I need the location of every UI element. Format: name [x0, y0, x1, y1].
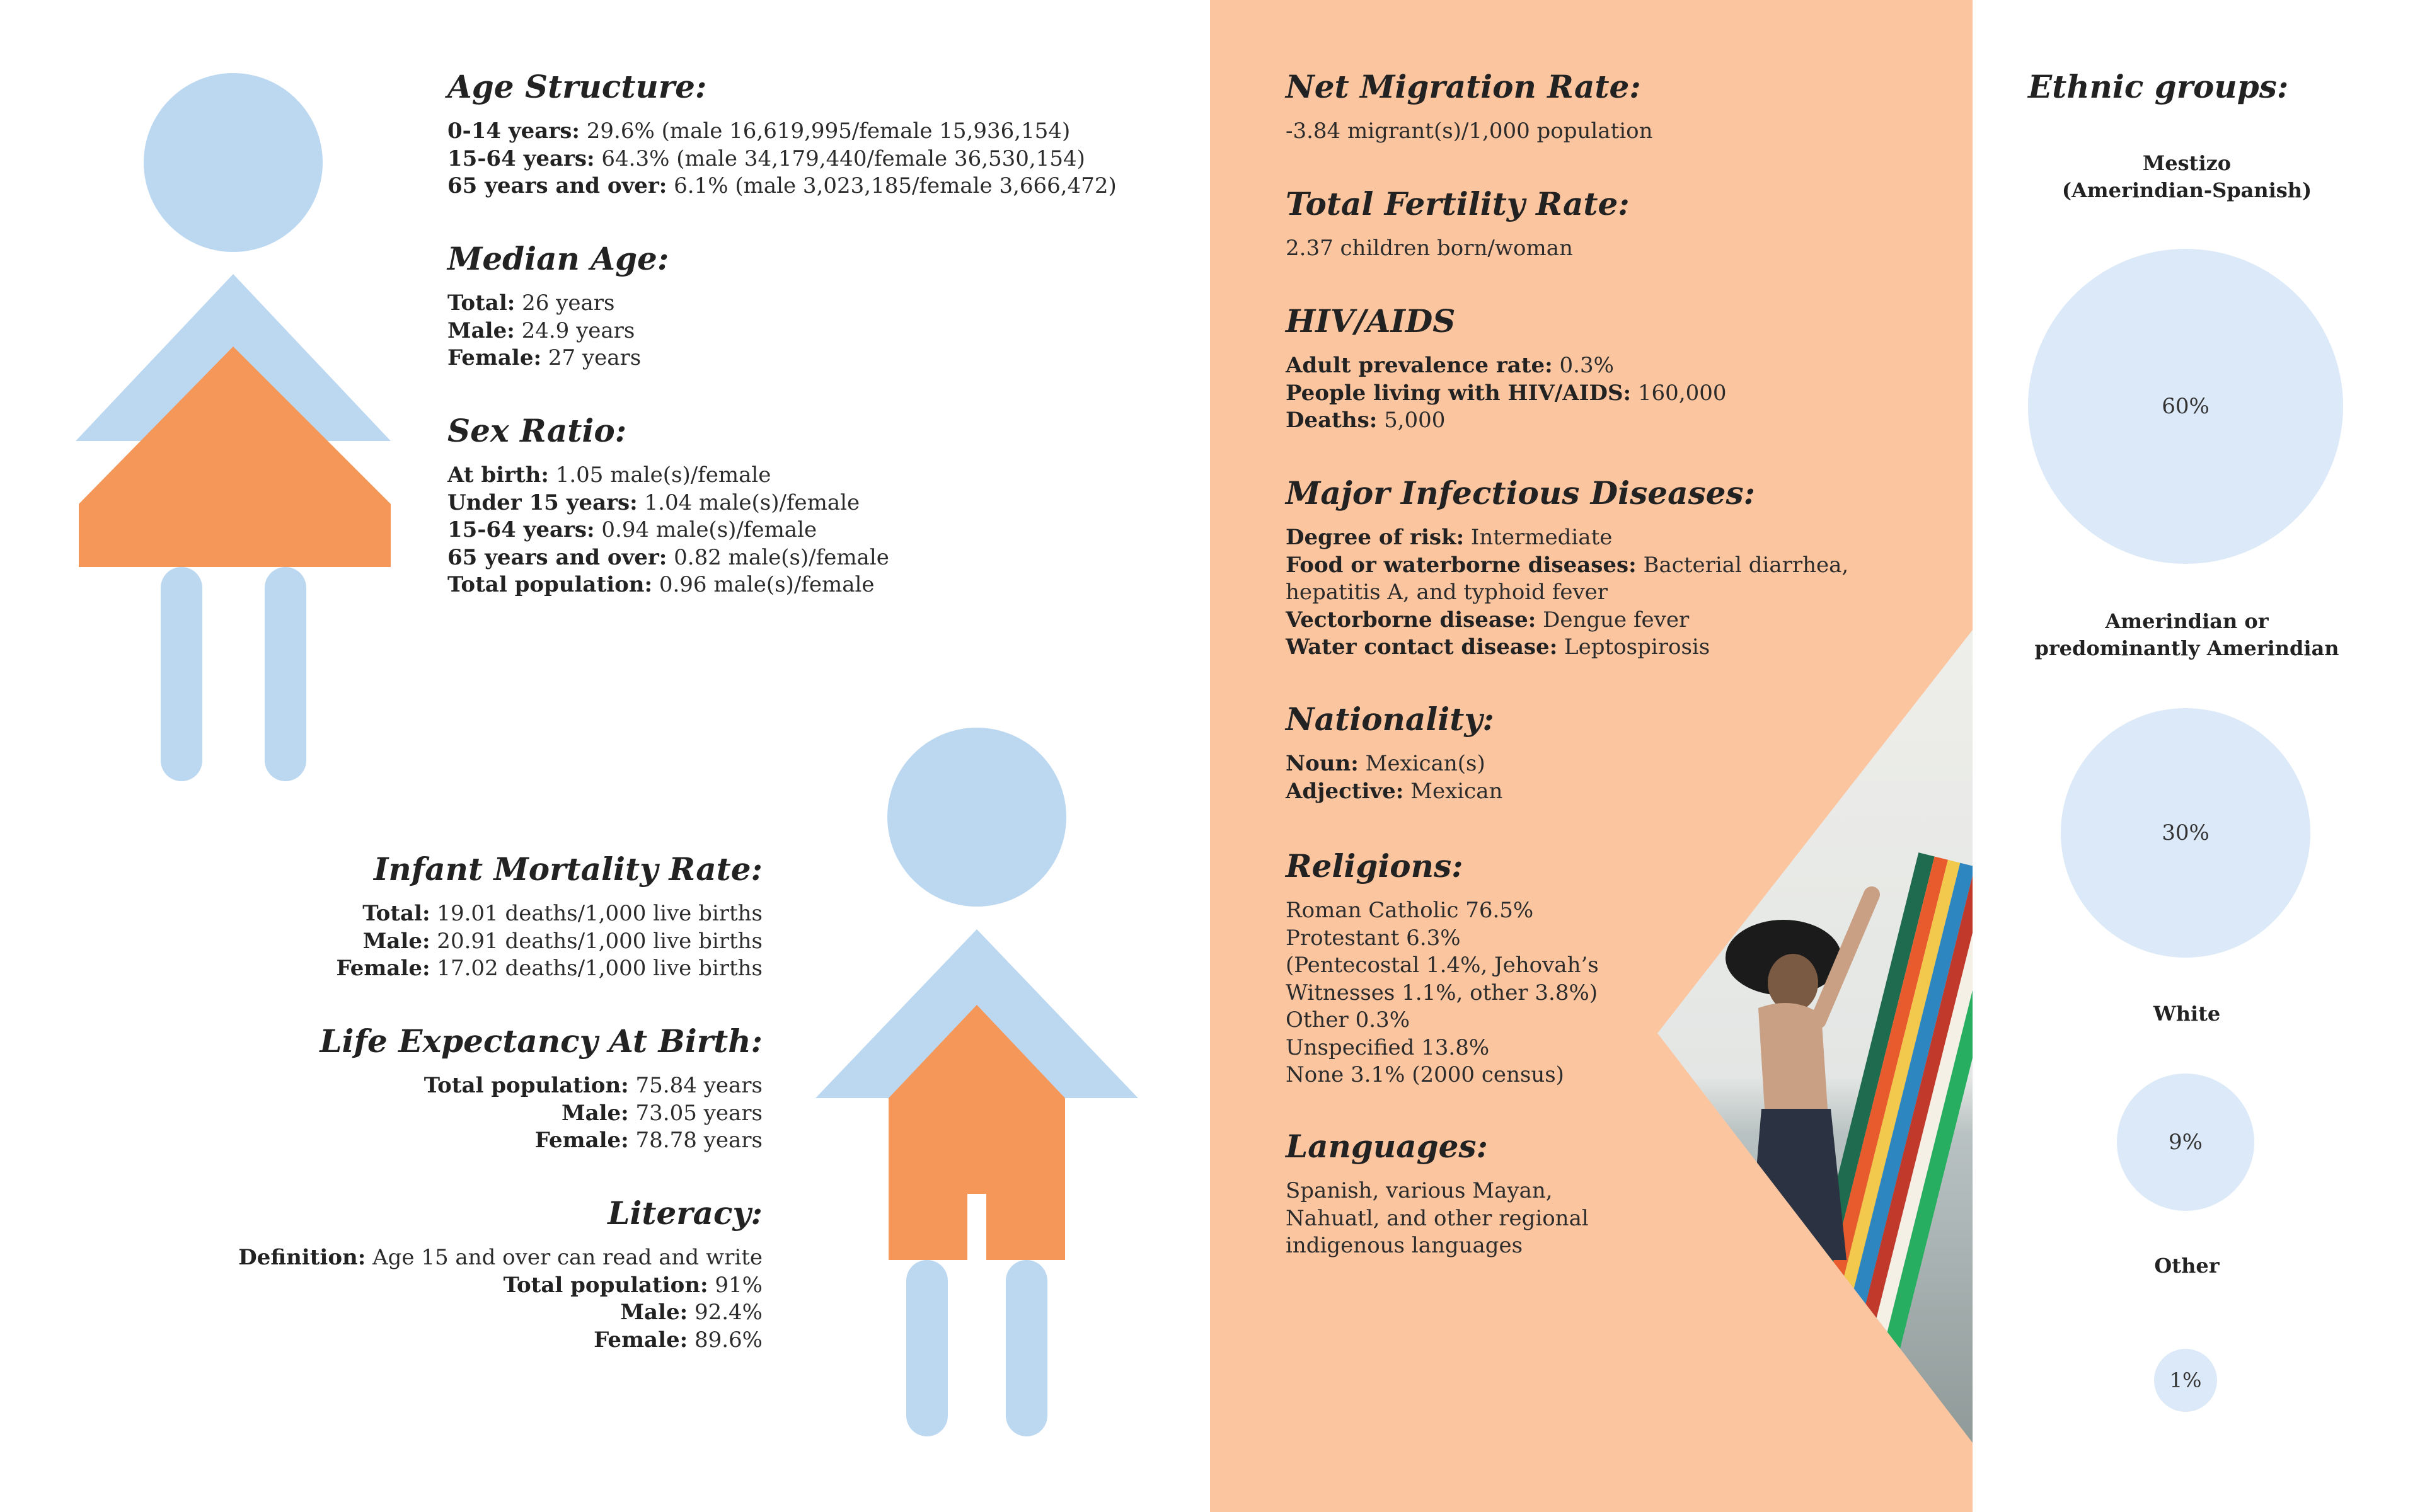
life-expectancy-section	[320, 1024, 763, 1155]
net-migration-section	[1286, 69, 1652, 146]
language-line: Nahuatl, and other regional	[1286, 1205, 1589, 1231]
religion-line: Protestant 6.3%	[1286, 925, 1461, 951]
life-expectancy-title: Life Expectancy At Birth:	[320, 1022, 763, 1060]
nationality-section	[1286, 702, 1502, 805]
age-row-0-14: 0-14 years: 29.6% (male 16,619,995/female 15,936,154)	[447, 118, 1071, 144]
sex-ratio-section	[447, 413, 889, 599]
fertility-section	[1286, 186, 1630, 263]
ethnic-label-amerindian: Amerindian or predominantly Amerindian	[2034, 609, 2339, 660]
age-structure-list	[447, 118, 1117, 200]
infant-row: Male: 20.91 deaths/1,000 live births	[362, 928, 763, 954]
disease-row: Water contact disease: Leptospirosis	[1286, 634, 1710, 660]
age-structure-title: Age Structure:	[447, 68, 707, 105]
languages-title: Languages:	[1286, 1128, 1488, 1165]
literacy-title: Literacy:	[608, 1194, 763, 1232]
hiv-row: People living with HIV/AIDS: 160,000	[1286, 380, 1727, 406]
ethnic-bubble-amerindian: 30%	[2061, 708, 2310, 958]
infant-row: Total: 19.01 deaths/1,000 live births	[362, 901, 763, 926]
literacy-section	[238, 1196, 763, 1354]
literacy-row: Male: 92.4%	[620, 1300, 763, 1325]
diseases-list	[1286, 524, 1848, 662]
sex-ratio-row: 65 years and over: 0.82 male(s)/female	[447, 544, 889, 570]
ethnic-bubble-other: 1%	[2154, 1349, 2217, 1412]
religions-list	[1286, 897, 1599, 1089]
ethnic-label-white: White	[2153, 1002, 2221, 1026]
life-row: Total population: 75.84 years	[424, 1073, 763, 1098]
female-figure-icon	[69, 69, 403, 788]
hiv-title: HIV/AIDS	[1286, 302, 1456, 340]
diseases-title: Major Infectious Diseases:	[1286, 474, 1756, 512]
nationality-row: Adjective: Mexican	[1286, 778, 1503, 804]
literacy-row: Total population: 91%	[503, 1272, 763, 1298]
age-row-15-64: 15-64 years: 64.3% (male 34,179,440/female 36,530,154)	[447, 146, 1085, 171]
nationality-title: Nationality:	[1286, 701, 1494, 738]
hiv-section	[1286, 304, 1727, 435]
sex-ratio-row: 15-64 years: 0.94 male(s)/female	[447, 517, 817, 542]
disease-row: Food or waterborne diseases: Bacterial diarrhea,	[1286, 552, 1849, 578]
sex-ratio-title: Sex Ratio:	[447, 412, 627, 449]
median-row: Male: 24.9 years	[447, 318, 635, 343]
age-row-65-plus: 65 years and over: 6.1% (male 3,023,185/female 3,666,472)	[447, 173, 1117, 198]
religion-line: Other 0.3%	[1286, 1007, 1410, 1033]
median-age-title: Median Age:	[447, 240, 669, 277]
hiv-row: Adult prevalence rate: 0.3%	[1286, 353, 1614, 378]
ethnic-groups-title: Ethnic groups:	[2028, 68, 2289, 105]
religion-line: None 3.1% (2000 census)	[1286, 1062, 1564, 1087]
literacy-list	[238, 1244, 763, 1354]
life-row: Male: 73.05 years	[561, 1100, 763, 1126]
religion-line: Unspecified 13.8%	[1286, 1034, 1490, 1060]
religion-line: Witnesses 1.1%, other 3.8%)	[1286, 980, 1598, 1005]
literacy-row: Female: 89.6%	[594, 1327, 763, 1353]
hiv-row: Deaths: 5,000	[1286, 408, 1446, 433]
disease-row: Vectorborne disease: Dengue fever	[1286, 607, 1690, 633]
male-figure-icon	[813, 728, 1141, 1440]
fertility-value: 2.37 children born/woman	[1286, 236, 1573, 261]
ethnic-label-other: Other	[2154, 1254, 2220, 1278]
life-expectancy-list	[320, 1072, 763, 1155]
fertility-title: Total Fertility Rate:	[1286, 185, 1630, 222]
literacy-row: Definition: Age 15 and over can read and write	[238, 1245, 763, 1270]
net-migration-value: -3.84 migrant(s)/1,000 population	[1286, 118, 1653, 144]
median-row: Total: 26 years	[447, 290, 615, 316]
religions-section	[1286, 849, 1599, 1089]
sex-ratio-row: At birth: 1.05 male(s)/female	[447, 462, 771, 488]
religion-line: (Pentecostal 1.4%, Jehovah’s	[1286, 953, 1599, 978]
median-row: Female: 27 years	[447, 345, 642, 370]
religions-title: Religions:	[1286, 847, 1463, 885]
ethnic-bubble-white: 9%	[2117, 1074, 2254, 1211]
infant-mortality-title: Infant Mortality Rate:	[373, 850, 763, 888]
beach-photo	[1657, 630, 1973, 1443]
hiv-list	[1286, 352, 1727, 435]
languages-list	[1286, 1177, 1589, 1260]
sex-ratio-list	[447, 462, 889, 599]
language-line: indigenous languages	[1286, 1233, 1523, 1258]
ethnic-bubble-mestizo: 60%	[2028, 249, 2343, 564]
language-line: Spanish, various Mayan,	[1286, 1178, 1553, 1203]
life-row: Female: 78.78 years	[534, 1128, 763, 1153]
disease-row: hepatitis A, and typhoid fever	[1286, 580, 1608, 605]
ethnic-label-mestizo: Mestizo (Amerindian-Spanish)	[2061, 151, 2312, 202]
disease-row: Degree of risk: Intermediate	[1286, 525, 1613, 550]
infant-row: Female: 17.02 deaths/1,000 live births	[336, 956, 763, 981]
median-age-section	[447, 241, 669, 372]
diseases-section	[1286, 476, 1848, 662]
religion-line: Roman Catholic 76.5%	[1286, 898, 1534, 923]
nationality-row: Noun: Mexican(s)	[1286, 751, 1485, 776]
languages-section	[1286, 1129, 1589, 1260]
age-structure-section	[447, 69, 1117, 200]
net-migration-title: Net Migration Rate:	[1286, 68, 1641, 105]
nationality-list	[1286, 750, 1502, 805]
infant-mortality-list	[336, 900, 763, 983]
infant-mortality-section	[336, 852, 763, 983]
median-age-list	[447, 290, 669, 372]
sex-ratio-row: Under 15 years: 1.04 male(s)/female	[447, 490, 860, 515]
sex-ratio-row: Total population: 0.96 male(s)/female	[447, 572, 875, 597]
